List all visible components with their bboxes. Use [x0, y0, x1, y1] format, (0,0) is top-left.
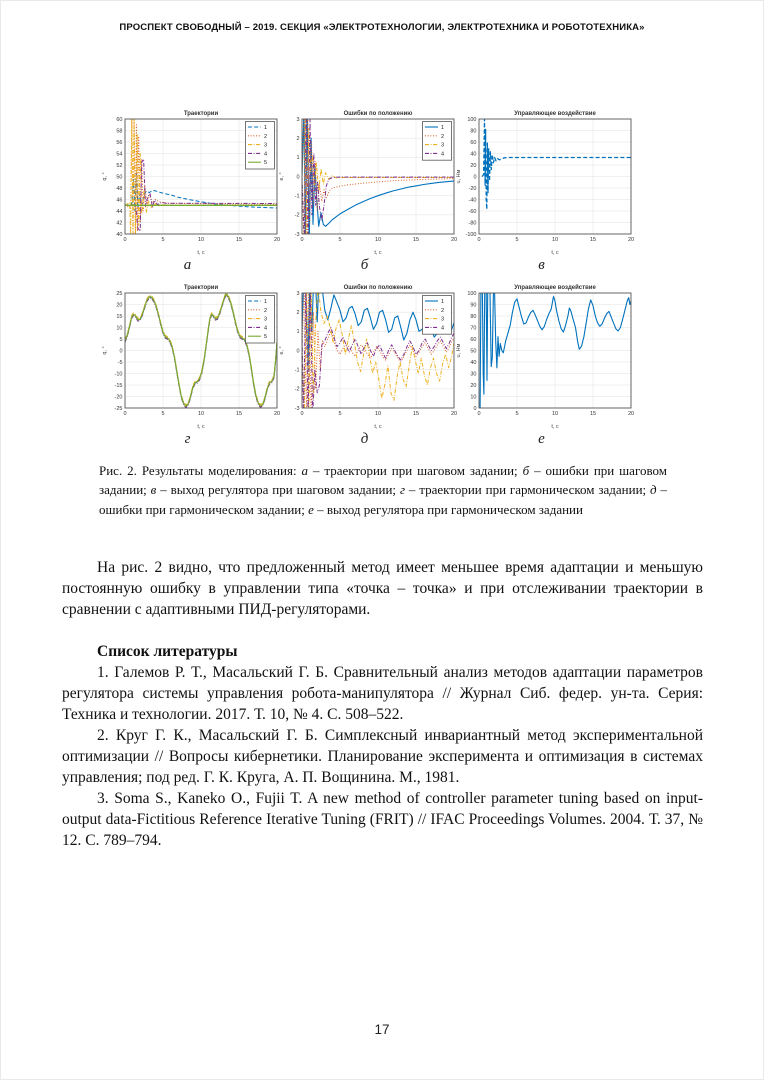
- svg-text:44: 44: [116, 208, 123, 215]
- svg-text:20: 20: [450, 411, 458, 417]
- svg-text:0: 0: [123, 411, 127, 417]
- svg-text:1: 1: [264, 299, 268, 305]
- chart-ylabel: e, °: [279, 172, 285, 181]
- svg-text:20: 20: [273, 237, 281, 243]
- svg-text:10: 10: [470, 394, 477, 401]
- caption-part: Рис. 2. Результаты моделирования:: [99, 463, 302, 478]
- svg-text:48: 48: [116, 185, 123, 192]
- caption-part: – ошибки при шаговом задании;: [99, 463, 667, 498]
- reference-item: 2. Круг Г. К., Масальский Г. Б. Симплексный инвариантный метод экспериментальной оптимизации // Вопросы кибернетики. Планирование эксперимента и оптимизация в системах управления; под ред. Г. К. Круга, А. П. Вощинина. М., 1981.: [62, 727, 703, 786]
- svg-text:0: 0: [473, 174, 477, 181]
- chart-sublabel: г: [184, 431, 191, 447]
- svg-text:-80: -80: [468, 220, 477, 227]
- svg-text:3: 3: [296, 116, 300, 123]
- svg-text:20: 20: [470, 162, 477, 169]
- svg-text:15: 15: [235, 237, 243, 243]
- svg-text:20: 20: [273, 411, 281, 417]
- svg-text:-1: -1: [294, 367, 300, 374]
- svg-text:10: 10: [116, 325, 123, 332]
- chart-canvas: [273, 280, 460, 430]
- chart-xlabel: t, с: [197, 250, 205, 256]
- svg-text:-3: -3: [294, 405, 300, 412]
- caption-part: а: [301, 463, 309, 478]
- svg-text:20: 20: [116, 302, 123, 309]
- svg-text:-25: -25: [114, 405, 123, 412]
- chart-xlabel: t, с: [551, 424, 559, 430]
- chart-sublabel: б: [360, 257, 369, 273]
- running-header: ПРОСПЕКТ СВОБОДНЫЙ – 2019. СЕКЦИЯ «ЭЛЕКТРОТЕХНОЛОГИИ, ЭЛЕКТРОТЕХНИКА И РОБОТОТЕХНИКА»: [119, 22, 645, 33]
- chart-ylabel: u, Нм: [456, 343, 462, 358]
- svg-text:-40: -40: [468, 197, 477, 204]
- svg-text:1: 1: [296, 155, 300, 162]
- chart-canvas: [450, 280, 637, 430]
- svg-text:2: 2: [296, 136, 300, 143]
- svg-text:54: 54: [116, 151, 123, 158]
- svg-text:2: 2: [296, 310, 300, 317]
- svg-text:-100: -100: [465, 231, 477, 238]
- chart-title: Ошибки по положению: [343, 111, 413, 117]
- page-number: 17: [374, 1022, 390, 1037]
- chart-sublabel: д: [360, 431, 369, 447]
- figure-caption: [99, 461, 667, 519]
- svg-text:15: 15: [589, 411, 597, 417]
- svg-text:-10: -10: [114, 371, 123, 378]
- chart-sublabel: в: [538, 257, 545, 273]
- chart-canvas: [99, 106, 283, 256]
- svg-text:5: 5: [515, 411, 519, 417]
- svg-text:10: 10: [551, 411, 559, 417]
- caption-part: е: [308, 501, 314, 517]
- chart-g: [99, 280, 281, 447]
- chart-title: Траектории: [183, 285, 219, 291]
- svg-text:4: 4: [264, 151, 268, 158]
- svg-text:15: 15: [412, 237, 420, 243]
- svg-text:50: 50: [470, 348, 477, 355]
- caption-part: – траектории при гармоническом задании;: [405, 482, 651, 498]
- svg-text:-20: -20: [114, 394, 123, 401]
- svg-text:50: 50: [116, 174, 123, 181]
- svg-text:10: 10: [197, 411, 205, 417]
- chart-v: [450, 106, 635, 273]
- svg-text:20: 20: [627, 237, 635, 243]
- svg-text:0: 0: [123, 237, 127, 243]
- svg-text:4: 4: [441, 325, 445, 332]
- svg-text:20: 20: [470, 382, 477, 389]
- chart-sublabel: а: [183, 257, 192, 273]
- svg-text:15: 15: [116, 313, 123, 320]
- chart-canvas: [273, 106, 460, 256]
- svg-text:40: 40: [470, 359, 477, 366]
- svg-text:42: 42: [116, 220, 123, 227]
- svg-text:2: 2: [441, 133, 445, 140]
- svg-text:60: 60: [116, 116, 123, 123]
- chart-ylabel: u, Нм: [456, 169, 462, 184]
- svg-text:20: 20: [450, 237, 458, 243]
- svg-text:3: 3: [264, 316, 268, 323]
- svg-text:5: 5: [161, 411, 165, 417]
- svg-text:10: 10: [551, 237, 559, 243]
- svg-text:-60: -60: [468, 208, 477, 215]
- svg-text:3: 3: [441, 316, 445, 323]
- caption-part: – выход регулятора при гармоническом задании: [313, 501, 583, 517]
- chart-title: Ошибки по положению: [343, 285, 413, 291]
- svg-text:5: 5: [119, 336, 123, 343]
- figure-grid: [99, 106, 635, 447]
- text-column: [62, 557, 703, 851]
- svg-text:2: 2: [441, 307, 445, 314]
- svg-text:3: 3: [296, 290, 300, 297]
- references-heading: Список литературы: [97, 643, 238, 660]
- chart-title: Управляющее воздействие: [514, 285, 596, 291]
- svg-text:-2: -2: [294, 212, 300, 219]
- svg-text:90: 90: [470, 302, 477, 309]
- svg-text:70: 70: [470, 325, 477, 332]
- svg-text:60: 60: [470, 336, 477, 343]
- svg-text:52: 52: [116, 162, 123, 169]
- svg-text:1: 1: [441, 299, 445, 305]
- svg-text:5: 5: [264, 160, 268, 167]
- svg-text:1: 1: [264, 125, 268, 131]
- svg-text:0: 0: [300, 411, 304, 417]
- body-paragraph: На рис. 2 видно, что предложенный метод имеет меньшее время адаптации и меньшую постоянную ошибку в управлении типа «точка – точка» и при отслеживании траектории в сравнении с адаптивными ПИД-регуляторами.: [62, 559, 703, 618]
- svg-text:15: 15: [412, 411, 420, 417]
- svg-text:80: 80: [470, 313, 477, 320]
- svg-text:3: 3: [441, 142, 445, 149]
- svg-text:60: 60: [470, 139, 477, 146]
- chart-ylabel: e, °: [279, 346, 285, 355]
- svg-text:1: 1: [296, 329, 300, 336]
- reference-item: 3. Soma S., Kaneko O., Fujii T. A new method of controller parameter tuning based on input-output data-Fictitious Reference Iterative Tuning (FRIT) // IFAC Proceedings Volumes. 2004. Т. 37, № 12. С. 789–794.: [62, 790, 703, 849]
- svg-text:-3: -3: [294, 231, 300, 238]
- reference-item: 1. Галемов Р. Т., Масальский Г. Б. Сравнительный анализ методов адаптации параметров регулятора системы управления робота-манипулятора // Журнал Сиб. федер. ун-та. Серия: Техника и технологии. 2017. Т. 10, № 4. С. 508–522.: [62, 664, 703, 723]
- chart-canvas: [99, 280, 283, 430]
- chart-title: Управляющее воздействие: [514, 111, 596, 117]
- svg-text:40: 40: [470, 151, 477, 158]
- chart-d: [273, 280, 458, 447]
- svg-text:5: 5: [338, 411, 342, 417]
- svg-text:-20: -20: [468, 185, 477, 192]
- svg-text:2: 2: [264, 307, 268, 314]
- caption-part: – траектории при шаговом задании;: [308, 463, 523, 478]
- chart-xlabel: t, с: [374, 250, 382, 256]
- svg-text:0: 0: [119, 348, 123, 355]
- svg-text:4: 4: [441, 151, 445, 158]
- svg-text:80: 80: [470, 128, 477, 135]
- chart-xlabel: t, с: [197, 424, 205, 430]
- chart-xlabel: t, с: [551, 250, 559, 256]
- svg-text:-2: -2: [294, 386, 300, 393]
- svg-text:100: 100: [467, 290, 477, 297]
- svg-text:4: 4: [264, 325, 268, 332]
- chart-canvas: [450, 106, 637, 256]
- svg-text:10: 10: [197, 237, 205, 243]
- svg-text:58: 58: [116, 128, 123, 135]
- svg-text:0: 0: [300, 237, 304, 243]
- chart-ylabel: q, °: [102, 346, 108, 355]
- svg-text:40: 40: [116, 231, 123, 238]
- svg-text:0: 0: [296, 348, 300, 355]
- svg-text:2: 2: [264, 133, 268, 140]
- svg-text:1: 1: [441, 125, 445, 131]
- svg-text:10: 10: [374, 411, 382, 417]
- caption-part: в: [150, 482, 157, 498]
- svg-text:20: 20: [627, 411, 635, 417]
- svg-text:100: 100: [467, 116, 477, 123]
- svg-text:-5: -5: [117, 359, 123, 366]
- chart-ylabel: q, °: [102, 172, 108, 181]
- svg-text:0: 0: [477, 237, 481, 243]
- caption-part: д: [650, 482, 657, 498]
- svg-text:15: 15: [589, 237, 597, 243]
- svg-text:15: 15: [235, 411, 243, 417]
- svg-text:30: 30: [470, 371, 477, 378]
- svg-text:5: 5: [515, 237, 519, 243]
- caption-part: – ошибки при гармоническом задании;: [99, 482, 668, 517]
- svg-text:0: 0: [296, 174, 300, 181]
- chart-b: [273, 106, 458, 273]
- caption-part: – выход регулятора при шаговом задании;: [156, 482, 400, 498]
- svg-text:5: 5: [161, 237, 165, 243]
- svg-text:10: 10: [374, 237, 382, 243]
- svg-text:5: 5: [338, 237, 342, 243]
- caption-part: б: [522, 463, 530, 478]
- svg-text:-15: -15: [114, 382, 123, 389]
- svg-text:46: 46: [116, 197, 123, 204]
- chart-a: [99, 106, 281, 273]
- svg-text:0: 0: [473, 405, 477, 412]
- caption-part: г: [399, 482, 406, 498]
- chart-e: [450, 280, 635, 447]
- svg-text:5: 5: [264, 334, 268, 341]
- chart-title: Траектории: [183, 111, 219, 117]
- svg-text:3: 3: [264, 142, 268, 149]
- chart-sublabel: е: [538, 431, 545, 447]
- svg-text:-1: -1: [294, 193, 300, 200]
- svg-text:25: 25: [116, 290, 123, 297]
- svg-text:0: 0: [477, 411, 481, 417]
- chart-xlabel: t, с: [374, 424, 382, 430]
- svg-text:56: 56: [116, 139, 123, 146]
